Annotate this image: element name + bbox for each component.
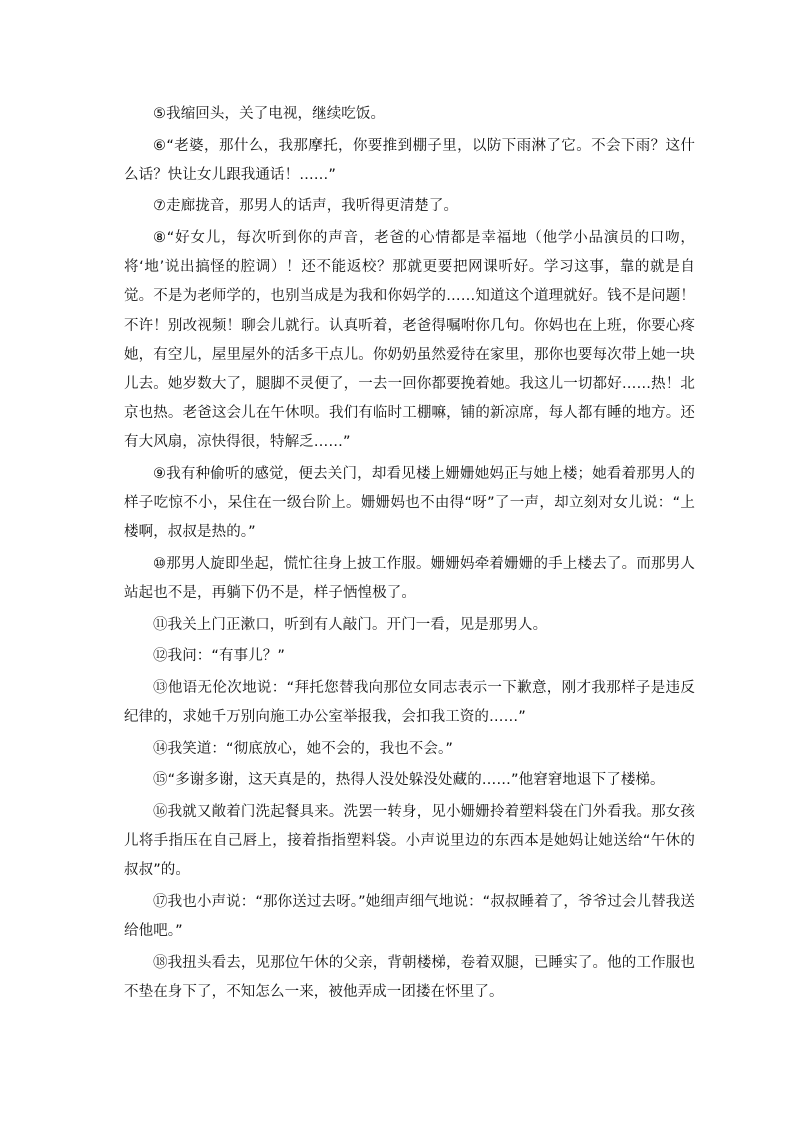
paragraph-17: ⑰我也小声说：“那你送过去呀。”她细声细气地说：“叔叔睡着了，爷爷过会儿替我送给他吧。” — [124, 893, 695, 940]
paragraph-10: ⑩那男人旋即坐起，慌忙往身上披工作服。姗姗妈牵着姗姗的手上楼去了。而那男人站起也不是，再躺下仍不是，样子恓惶极了。 — [124, 556, 695, 602]
document-body — [124, 100, 695, 1010]
paragraph-12: ⑫我问：“有事儿？” — [153, 648, 286, 665]
paragraph-9: ⑨我有种偷听的感觉，便去关门，却看见楼上姗姗她妈正与她上楼；她看着那男人的样子吃惊不小，呆住在一级台阶上。姗姗妈也不由得“呀”了一声，却立刻对女儿说：“上楼啊，叔叔是热的。” — [124, 466, 695, 541]
paragraph-13: ⑬他语无伦次地说：“拜托您替我向那位女同志表示一下歉意，刚才我那样子是违反纪律的，求她千万别向施工办公室举报我，会扣我工资的……” — [124, 679, 695, 726]
paragraph-14: ⑭我笑道：“彻底放心，她不会的，我也不会。” — [153, 740, 453, 757]
paragraph-18: ⑱我扭头看去，见那位午休的父亲，背朝楼梯，卷着双腿，已睡实了。他的工作服也不垫在身下了，不知怎么一来，被他弄成一团搂在怀里了。 — [124, 954, 695, 1000]
paragraph-7: ⑦走廊拢音，那男人的话声，我听得更清楚了。 — [153, 198, 459, 215]
paragraph-5: ⑤我缩回头，关了电视，继续吃饭。 — [153, 106, 386, 122]
paragraph-8: ⑧“好女儿，每次听到你的声音，老爸的心情都是幸福地（他学小品演员的口吻，将‘地’说出搞怪的腔调）！还不能返校？那就更要把网课听好。学习这事，靠的就是自觉。不是为老师学的，也别当成是为我和你妈学的……知道这个道理就好。钱不是问题！不许！别改视频！聊会儿就行。认真听着，老爸得嘱咐你几句。你妈也在上班，你要心疼她，有空儿，屋里屋外的活多干点儿。你奶奶虽然爱待在家里，那你也要每次带上她一块儿去。她岁数大了，腿脚不灵便了，一去一回你都要挽着她。我这儿一切都好……热！北京也热。老爸这会儿在午休呗。我们有临时工棚嘛，铺的新凉席，每人都有睡的地方。还有大风扇，凉快得很，特解乏……” — [124, 229, 695, 451]
paragraph-11: ⑪我关上门正漱口，听到有人敲门。开门一看，见是那男人。 — [153, 616, 548, 633]
paragraph-15: ⑮“多谢多谢，这天真是的，热得人没处躲没处藏的……”他窘窘地退下了楼梯。 — [153, 772, 665, 789]
paragraph-16: ⑯我就又敞着门洗起餐具来。洗罢一转身，见小姗姗拎着塑料袋在门外看我。那女孩儿将手指压在自己唇上，接着指指塑料袋。小声说里边的东西本是她妈让她送给“午休的叔叔”的。 — [124, 803, 695, 879]
paragraph-6: ⑥“老婆，那什么，我那摩托，你要推到棚子里，以防下雨淋了它。不会下雨？这什么话？快让女儿跟我通话！……” — [124, 137, 695, 183]
